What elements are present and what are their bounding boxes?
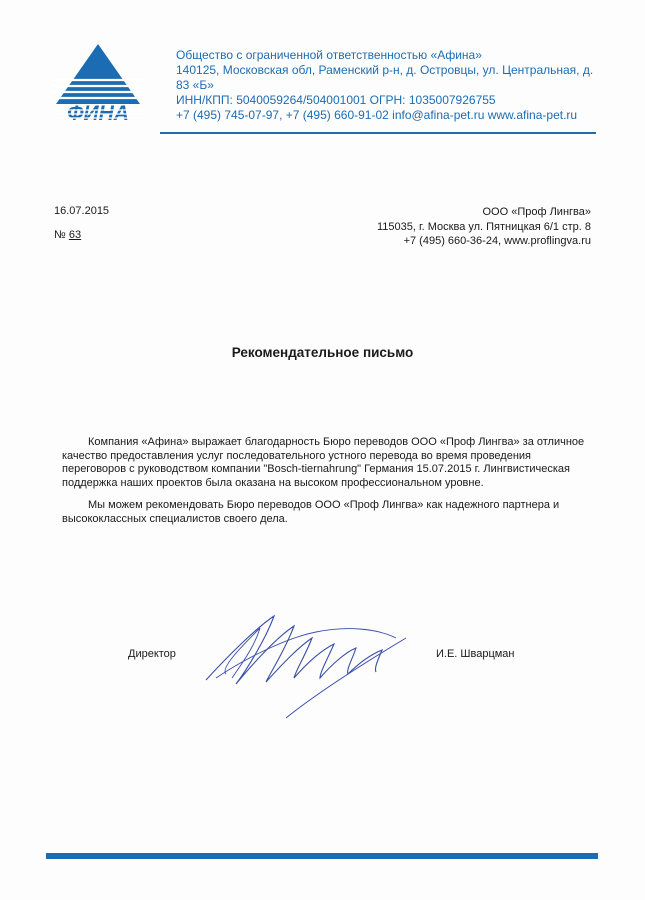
- recipient-name: ООО «Проф Лингва»: [482, 206, 591, 218]
- footer-divider: [46, 853, 598, 859]
- logo-text: ФИНА: [67, 102, 129, 124]
- recipient-address: 115035, г. Москва ул. Пятницкая 6/1 стр. 8: [376, 220, 591, 233]
- recipient-block: [331, 205, 591, 249]
- header-divider: [160, 132, 596, 134]
- company-name: Общество с ограниченной ответственностью «Афина»: [176, 48, 482, 62]
- recipient-contacts: +7 (495) 660-36-24, www.proflingva.ru: [403, 235, 591, 247]
- signer-role: Директор: [128, 648, 176, 660]
- letter-number: [54, 229, 81, 241]
- body-paragraph-1: Компания «Афина» выражает благодарность Бюро переводов ООО «Проф Лингва» за отличное качество предоставления услуг последовательного устного перевода во время проведения переговоров с руководством компании "Bosch-tiernahrung" Германия 15.07.2015 г. Лингвистическая поддержка наших проектов была оказана на высоком профессиональном уровне.: [62, 436, 585, 489]
- letter-body: [62, 436, 586, 536]
- body-paragraph-2: Мы можем рекомендовать Бюро переводов ООО «Проф Лингва» как надежного партнера и высококлассных специалистов своего дела.: [62, 499, 560, 525]
- signer-name: И.Е. Шварцман: [436, 648, 515, 660]
- company-address: 140125, Московская обл, Раменский р-н, д. Островцы, ул. Центральная, д. 83 «Б»: [176, 63, 594, 92]
- handwritten-signature: [196, 598, 418, 728]
- company-logo: [52, 42, 144, 124]
- letter-date: 16.07.2015: [54, 205, 110, 217]
- company-contacts: +7 (495) 745-07-97, +7 (495) 660-91-02 info@afina-pet.ru www.afina-pet.ru: [176, 108, 578, 122]
- company-registration: ИНН/КПП: 5040059264/504001001 ОГРН: 1035007926755: [176, 93, 496, 107]
- letterhead-details: [176, 48, 606, 123]
- letter-title: Рекомендательное письмо: [231, 345, 414, 360]
- number-value: 63: [68, 229, 82, 241]
- number-prefix: №: [54, 229, 66, 241]
